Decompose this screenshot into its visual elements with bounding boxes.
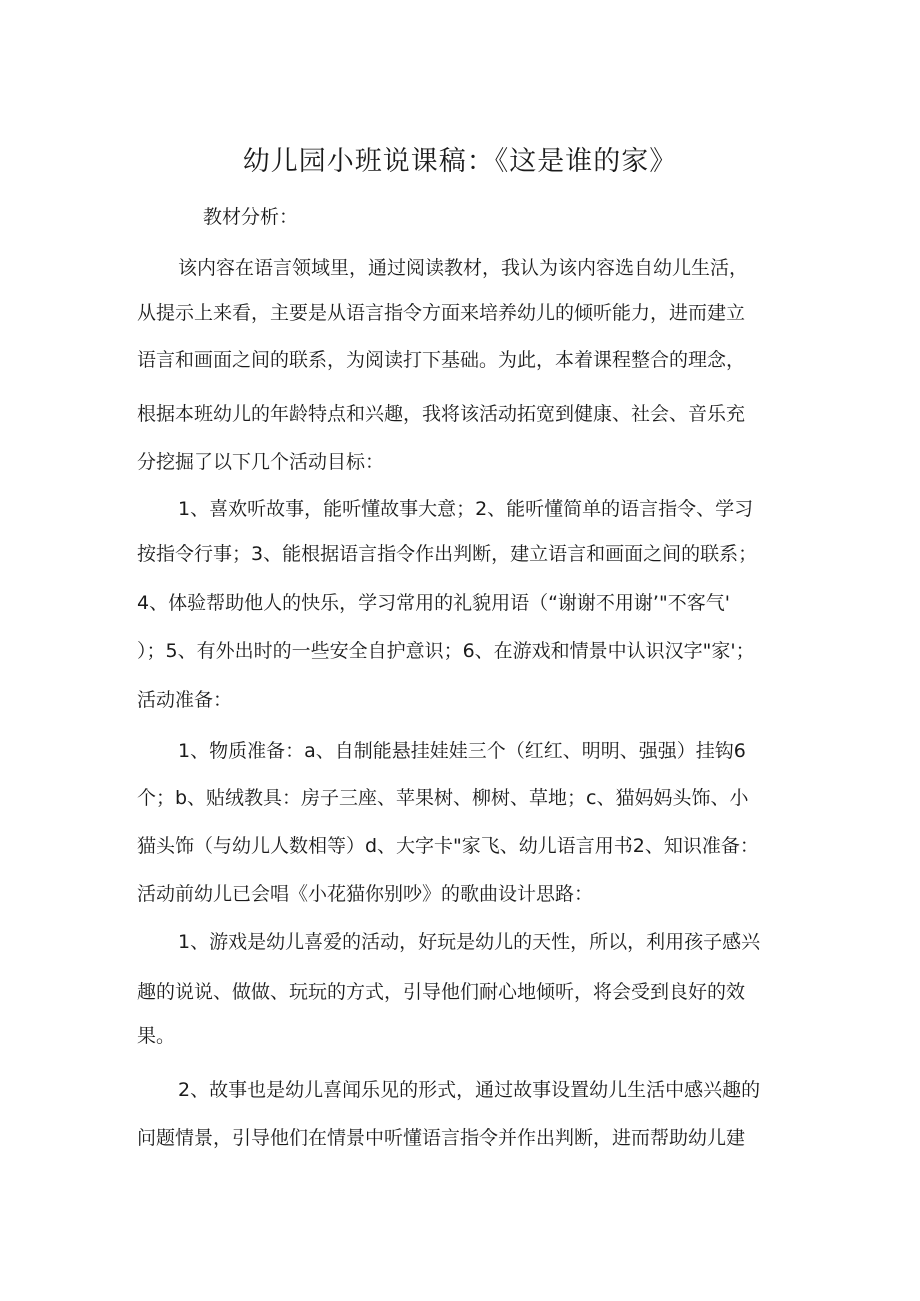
document-title: 幼儿园小班说课稿：《这是谁的家》	[242, 146, 678, 177]
paragraph-line: 2、故事也是幼儿喜闻乐见的形式，通过故事设置幼儿生活中感兴趣的	[178, 1079, 761, 1101]
paragraph-line: 个；b、贴绒教具：房子三座、苹果树、柳树、草地；c、猫妈妈头饰、小	[137, 787, 749, 809]
paragraph-line: 1、喜欢听故事，能听懂故事大意；2、能听懂简单的语言指令、学习	[178, 498, 754, 520]
paragraph-line: ）；5、有外出时的一些安全自护意识；6、在游戏和情景中认识汉字"家'；	[137, 640, 755, 662]
paragraph-line: 活动前幼儿已会唱《小花猫你别吵》的歌曲设计思路：	[137, 883, 594, 905]
paragraph-line: 根据本班幼儿的年龄特点和兴趣，我将该活动拓宽到健康、社会、音乐充	[137, 403, 746, 425]
section-heading-preparation: 活动准备：	[137, 689, 233, 711]
paragraph-line: 分挖掘了以下几个活动目标：	[137, 451, 385, 473]
paragraph-line: 问题情景，引导他们在情景中听懂语言指令并作出判断，进而帮助幼儿建	[137, 1127, 746, 1149]
paragraph-line: 该内容在语言领域里，通过阅读教材，我认为该内容选自幼儿生活，	[178, 257, 749, 279]
paragraph-line: 果。	[137, 1025, 176, 1047]
paragraph-line: 语言和画面之间的联系，为阅读打下基础。为此，本着课程整合的理念，	[137, 349, 746, 371]
paragraph-line: 从提示上来看，主要是从语言指令方面来培养幼儿的倾听能力，进而建立	[137, 302, 746, 324]
section-heading-analysis: 教材分析：	[203, 206, 299, 228]
paragraph-line: 猫头饰（与幼儿人数相等）d、大字卡"家飞、幼儿语言用书2、知识准备：	[137, 835, 759, 857]
paragraph-line: 趣的说说、做做、玩玩的方式，引导他们耐心地倾听，将会受到良好的效	[137, 981, 746, 1003]
paragraph-line: 1、物质准备：a、自制能悬挂娃娃三个（红红、明明、强强）挂钩6	[178, 740, 746, 762]
paragraph-line: 按指令行事；3、能根据语言指令作出判断，建立语言和画面之间的联系；	[137, 543, 758, 565]
paragraph-line: 1、游戏是幼儿喜爱的活动，好玩是幼儿的天性，所以，利用孩子感兴	[178, 931, 761, 953]
paragraph-line: 4、体验帮助他人的快乐，学习常用的礼貌用语（“谢谢不用谢’"不客气'	[137, 592, 730, 614]
